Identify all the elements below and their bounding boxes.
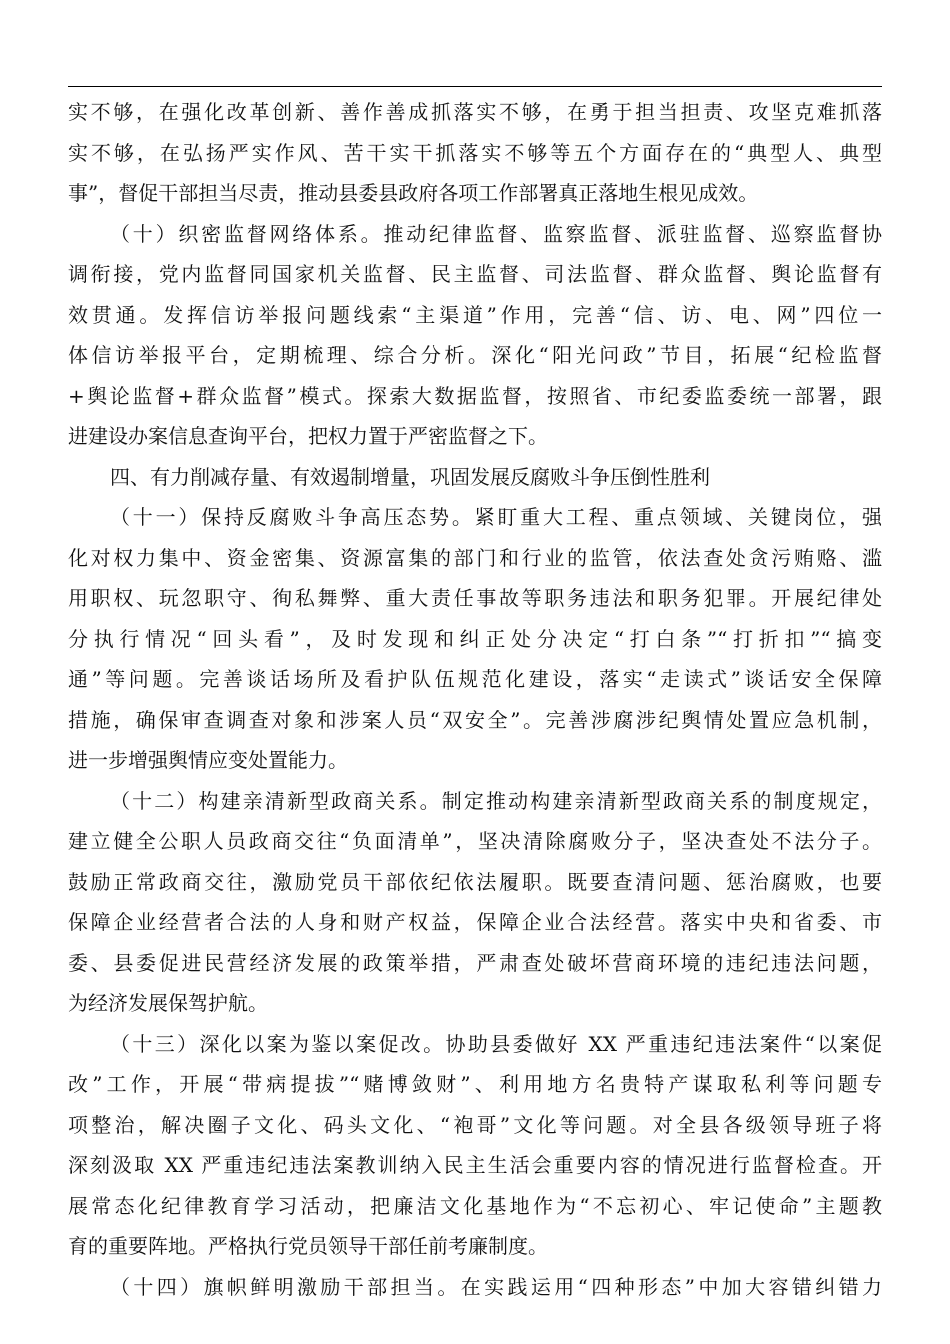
text-line: （十一）保持反腐败斗争高压态势。紧盯重大工程、重点领域、关键岗位，强 bbox=[110, 505, 882, 529]
text-line: （十三）深化以案为鉴以案促改。协助县委做好 XX 严重违纪违法案件“以案促 bbox=[110, 1031, 882, 1056]
document-body bbox=[68, 92, 882, 1307]
text-line: （十）织密监督网络体系。推动纪律监督、监察监督、派驻监督、巡察监督协 bbox=[110, 221, 882, 246]
text-line: 实不够，在弘扬严实作风、苦干实干抓落实不够等五个方面存在的“典型人、典型 bbox=[68, 140, 882, 165]
text-line: 鼓励正常政商交往，激励党员干部依纪依法履职。既要查清问题、惩治腐败，也要 bbox=[68, 869, 882, 894]
text-line: 效贯通。发挥信访举报问题线索“主渠道”作用，完善“信、访、电、网”四位一 bbox=[68, 302, 882, 327]
text-line: 项整治，解决圈子文化、码头文化、“袍哥”文化等问题。对全县各级领导班子将 bbox=[68, 1112, 882, 1137]
text-line: +舆论监督+群众监督”模式。探索大数据监督，按照省、市纪委监委统一部署，跟 bbox=[68, 383, 882, 408]
text-line: 事”，督促干部担当尽责，推动县委县政府各项工作部署真正落地生根见成效。 bbox=[68, 181, 759, 205]
text-line: 为经济发展保驾护航。 bbox=[68, 991, 268, 1015]
text-line: 深刻汲取 XX 严重违纪违法案教训纳入民主生活会重要内容的情况进行监督检查。开 bbox=[68, 1153, 882, 1177]
header-rule bbox=[68, 86, 882, 87]
text-line: 调衔接，党内监督同国家机关监督、民主监督、司法监督、群众监督、舆论监督有 bbox=[68, 262, 882, 286]
text-line: 通”等问题。完善谈话场所及看护队伍规范化建设，落实“走读式”谈话安全保障 bbox=[68, 667, 882, 691]
text-line: 展常态化纪律教育学习活动，把廉洁文化基地作为“不忘初心、牢记使命”主题教 bbox=[68, 1193, 882, 1218]
text-line: （十二）构建亲清新型政商关系。制定推动构建亲清新型政商关系的制度规定， bbox=[110, 788, 882, 813]
text-line: 体信访举报平台，定期梳理、综合分析。深化“阳光问政”节目，拓展“纪检监督 bbox=[68, 343, 882, 367]
text-line: 保障企业经营者合法的人身和财产权益，保障企业合法经营。落实中央和省委、市 bbox=[68, 910, 882, 934]
text-line: （十四）旗帜鲜明激励干部担当。在实践运用“四种形态”中加大容错纠错力 bbox=[110, 1274, 882, 1299]
text-line: 委、县委促进民营经济发展的政策举措，严肃查处破坏营商环境的违纪违法问题， bbox=[68, 950, 882, 975]
text-line: 进一步增强舆情应变处置能力。 bbox=[68, 748, 348, 772]
text-line: 改”工作，开展“带病提拔”“赌博敛财”、利用地方名贵特产谋取私利等问题专 bbox=[68, 1072, 882, 1096]
text-line: 分执行情况“回头看”，及时发现和纠正处分决定“打白条”“打折扣”“搞变 bbox=[68, 626, 882, 651]
text-line: 用职权、玩忽职守、徇私舞弊、重大责任事故等职务违法和职务犯罪。开展纪律处 bbox=[68, 586, 882, 610]
text-line: 实不够，在强化改革创新、善作善成抓落实不够，在勇于担当担责、攻坚克难抓落 bbox=[68, 100, 882, 124]
text-line: 进建设办案信息查询平台，把权力置于严密监督之下。 bbox=[68, 424, 548, 448]
text-line: 育的重要阵地。严格执行党员领导干部任前考廉制度。 bbox=[68, 1234, 548, 1258]
text-line: 建立健全公职人员政商交往“负面清单”，坚决清除腐败分子，坚决查处不法分子。 bbox=[68, 829, 882, 853]
text-line: 措施，确保审查调查对象和涉案人员“双安全”。完善涉腐涉纪舆情处置应急机制， bbox=[68, 707, 882, 732]
section-heading: 四、有力削减存量、有效遏制增量，巩固发展反腐败斗争压倒性胜利 bbox=[110, 464, 710, 489]
text-line: 化对权力集中、资金密集、资源富集的部门和行业的监管，依法查处贪污贿赂、滥 bbox=[68, 545, 882, 570]
